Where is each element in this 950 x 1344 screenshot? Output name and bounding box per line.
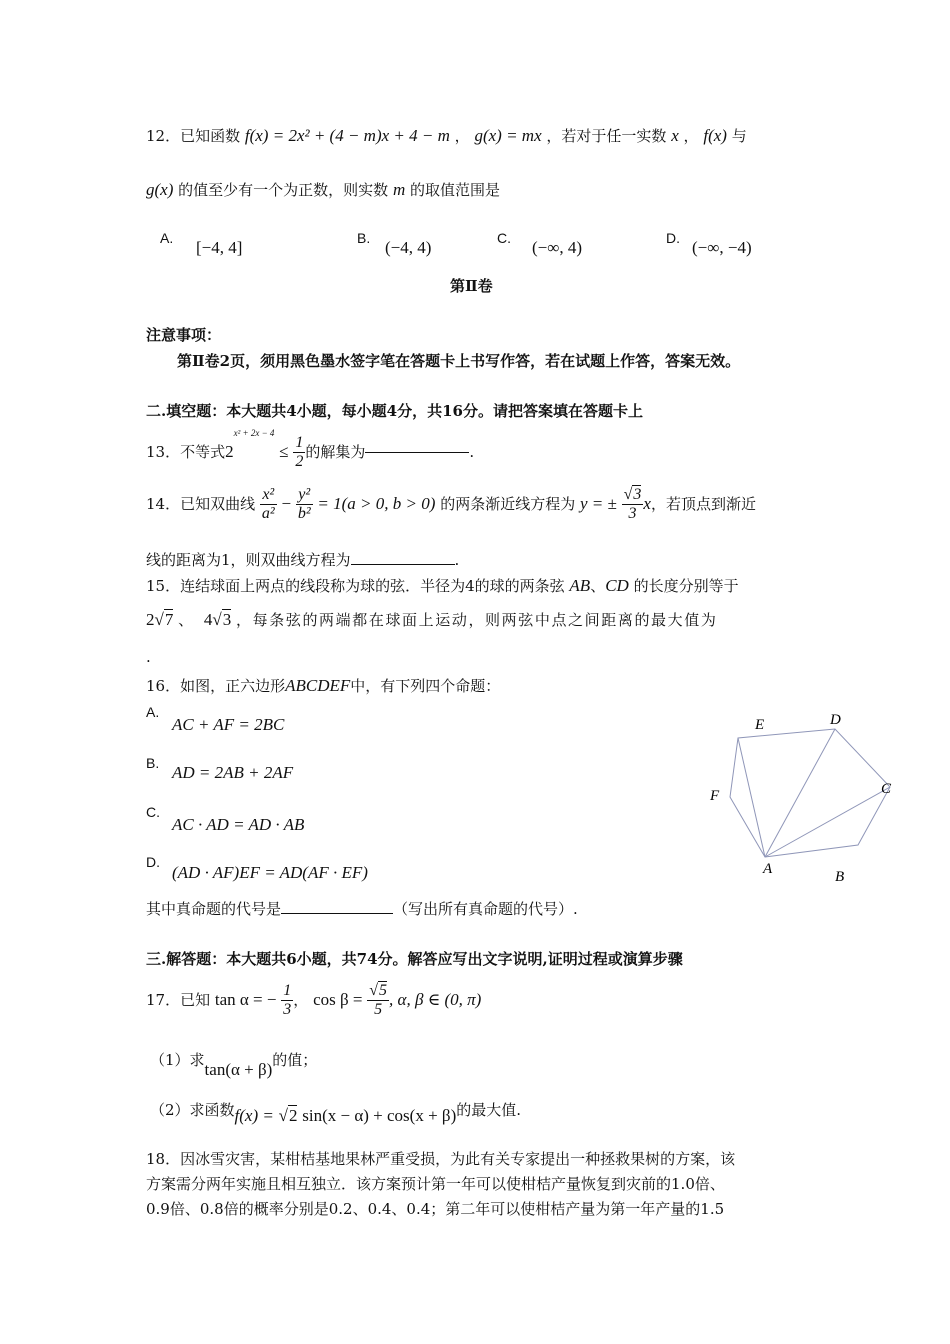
q13-fraction	[293, 434, 305, 470]
q16-option-c-label: C.	[146, 804, 160, 820]
q13-exponent: x² + 2x − 4	[233, 428, 275, 438]
q17-condition: , α, β ∈ (0, π)	[389, 989, 482, 1009]
q13-answer-blank[interactable]	[365, 452, 469, 453]
q17-part2	[150, 1100, 522, 1125]
q14-minus: −	[281, 493, 292, 513]
q16-text: 中，有下列四个命题：	[350, 677, 501, 695]
q13-denominator: 2	[295, 452, 304, 470]
q12-text: ，若对于任一实数	[546, 127, 667, 145]
q15-text-a: 15．连结球面上两点的线段称为球的弦．半径为4的球的两条弦	[146, 577, 565, 595]
q16-option-a-expr: AC + AF = 2BC	[172, 715, 285, 734]
q15-line1	[146, 576, 739, 596]
notice-heading: 注意事项：	[146, 326, 222, 344]
vertex-label-d: D	[830, 712, 841, 728]
q15-value-1-coef: 2	[146, 610, 155, 629]
q16-answer-blank[interactable]	[281, 913, 393, 914]
q12-option-c-label: C.	[497, 230, 511, 246]
q15-value-2-coef: 4	[203, 610, 213, 629]
q14-line2-text: 线的距离为1，则双曲线方程为	[146, 551, 351, 569]
q14-y-denominator: b²	[297, 504, 311, 522]
q15-value-2-radicand: 3	[222, 610, 232, 629]
q14-answer-blank[interactable]	[351, 564, 455, 565]
q15-chord-cd: CD	[605, 576, 629, 595]
q17-part1-suffix: 的值；	[272, 1051, 318, 1069]
q17-part2-radicand: 2	[288, 1106, 298, 1125]
q16-option-d-expr: (AD · AF)EF = AD(AF · EF)	[172, 863, 368, 882]
q13-numerator: 1	[295, 433, 304, 451]
q12-separator-2: ，	[683, 127, 699, 145]
q17-cos-lhs: cos β =	[313, 989, 363, 1009]
q14-condition: = 1(a > 0, b > 0)	[317, 493, 436, 513]
q13-relation: ≤	[279, 441, 289, 461]
q17-cos-numerator: √5	[369, 982, 388, 999]
q16-polygon: ABCDEF	[285, 676, 351, 695]
q18-line2: 方案需分两年实施且相互独立．该方案预计第一年可以使柑桔产量恢复到灾前的1.0倍、	[146, 1175, 725, 1193]
q14-x-numerator: x²	[260, 486, 277, 505]
q15-value-1-radicand: 7	[164, 610, 174, 629]
q17-cos-fraction	[367, 982, 389, 1018]
q15-value-1: 2√7	[146, 610, 174, 629]
q14-asymptote-fraction	[622, 486, 644, 522]
q12-gx: g(x)	[146, 180, 174, 199]
q12-option-b-label: B.	[357, 230, 371, 246]
q12-line2	[146, 180, 500, 200]
q15-line2-text: ，每条弦的两端都在球面上运动，则两弦中点之间距离的最大值为	[236, 611, 718, 629]
hexagon-figure	[700, 705, 910, 885]
q14-asymptote-radicand: 3	[633, 486, 642, 503]
q17-part2-suffix: 的最大值.	[456, 1101, 522, 1119]
q12-line1	[146, 126, 747, 146]
q12-f-expression: f(x) = 2x² + (4 − m)x + 4 − m	[244, 126, 450, 145]
q18-line3: 0.9倍、0.8倍的概率分别是0.2、0.4、0.4；第二年可以使柑桔产量为第一年产量的1.5	[146, 1200, 725, 1218]
q17-part1	[150, 1050, 318, 1079]
q15-line3: .	[146, 648, 151, 666]
q17-tan-numerator: 1	[283, 982, 292, 999]
q17-tan-fraction	[281, 982, 293, 1018]
q15-value-2: 4√3	[203, 610, 232, 629]
q12-option-d-label: D.	[666, 230, 680, 246]
q17-cos-radicand: 5	[379, 982, 388, 999]
q17-part2-expr-a: f(x) =	[234, 1106, 274, 1125]
q14-fraction-x	[260, 486, 277, 522]
q17-intro: 17．已知	[146, 991, 211, 1010]
q17-part2-expr-b: sin(x − α) + cos(x + β)	[302, 1106, 457, 1125]
q12-with: 与	[731, 127, 747, 145]
q15-chord-ab: AB	[569, 576, 591, 595]
q14-y-numerator: y²	[296, 486, 313, 505]
q14-intro: 14．已知双曲线	[146, 495, 256, 514]
q16-answer-line	[146, 900, 578, 918]
vertex-label-c: C	[881, 781, 892, 797]
q12-option-c-value: (−∞, 4)	[532, 238, 583, 257]
q17-part1-expr: tan(α + β)	[204, 1060, 273, 1079]
q16-option-b-expr: AD = 2AB + 2AF	[172, 763, 294, 782]
q16-answer-prefix: 其中真命题的代号是	[146, 900, 282, 918]
q14-line2	[146, 551, 459, 569]
q14-text-3: ，若顶点到渐近	[650, 495, 756, 514]
q12-intro: 12．已知函数	[146, 127, 241, 145]
q16-option-c-expr: AC · AD = AD · AB	[172, 815, 305, 834]
q12-variable-x: x	[671, 126, 679, 145]
q17-part2-sqrt: √2	[278, 1106, 298, 1125]
q17-part2-prefix: （2）求函数	[150, 1101, 235, 1119]
q14-asymptote-denominator: 3	[628, 504, 637, 522]
q17-separator: ，	[293, 991, 309, 1010]
vertex-label-e: E	[755, 717, 765, 733]
q14-asymptote-lhs: y = ±	[579, 493, 617, 513]
q12-text-4: 的取值范围是	[410, 181, 501, 199]
q16-answer-suffix: （写出所有真命题的代号）.	[393, 900, 578, 918]
q16-line	[146, 676, 500, 696]
q14-text: 的两条渐近线方程为	[440, 495, 576, 514]
part3-heading: 三.解答题：本大题共6小题，共74分。解答应写出文字说明,证明过程或演算步骤	[146, 950, 683, 968]
q16-option-b-label: B.	[146, 755, 160, 771]
q17-cos-denominator: 5	[374, 1000, 383, 1018]
q13-end: .	[469, 443, 475, 461]
q12-fx: f(x)	[703, 126, 727, 145]
q15-text-b: 的长度分别等于	[633, 577, 739, 595]
q15-separator: 、	[590, 577, 606, 595]
vertex-label-f: F	[710, 788, 720, 804]
q12-text-3: 的值至少有一个为正数，则实数	[178, 181, 389, 199]
vertex-label-b: B	[835, 869, 845, 885]
diagonal-ae	[738, 738, 765, 857]
notice-text: 第Ⅱ卷2页，须用黑色墨水签字笔在答题卡上书写作答，若在试题上作答，答案无效。	[177, 352, 741, 370]
vertex-label-a: A	[763, 861, 773, 877]
q13-text: 的解集为	[305, 443, 366, 461]
q16-option-a-label: A.	[146, 704, 160, 720]
hexagon-outline	[730, 729, 890, 857]
q14-line1	[146, 486, 756, 522]
part2-heading: 二.填空题：本大题共4小题，每小题4分，共16分。请把答案填在答题卡上	[146, 402, 643, 420]
q14-fraction-y	[296, 486, 313, 522]
q13-base: 2	[225, 441, 234, 461]
q12-g-expression: g(x) = mx	[474, 126, 542, 145]
q13-intro: 13．不等式	[146, 443, 226, 461]
q12-option-a-value: [−4, 4]	[196, 238, 243, 257]
q14-x-denominator: a²	[261, 504, 275, 522]
q16-intro: 16．如图，正六边形	[146, 677, 286, 695]
q15-mid: 、	[178, 611, 194, 629]
q14-end: .	[454, 551, 460, 569]
q12-separator: ，	[454, 127, 470, 145]
q12-option-d-value: (−∞, −4)	[692, 238, 752, 257]
q16-option-d-label: D.	[146, 854, 160, 870]
q17-part1-prefix: （1）求	[150, 1051, 205, 1069]
q17-tan-denominator: 3	[283, 1000, 292, 1018]
q14-asymptote-x: x	[643, 493, 651, 513]
q12-option-a-label: A.	[160, 230, 174, 246]
q18-line1: 18．因冰雪灾害，某柑桔基地果林严重受损，为此有关专家提出一种拯救果树的方案，该	[146, 1150, 736, 1168]
section-title: 第Ⅱ卷	[450, 277, 493, 295]
q12-variable-m: m	[392, 180, 406, 199]
q12-option-b-value: (−4, 4)	[385, 238, 432, 257]
q13-line	[146, 428, 474, 470]
q15-line2	[146, 610, 717, 630]
q14-asymptote-numerator: √3	[623, 486, 642, 503]
q17-tan-lhs: tan α = −	[214, 989, 277, 1009]
q17-line	[146, 982, 481, 1018]
